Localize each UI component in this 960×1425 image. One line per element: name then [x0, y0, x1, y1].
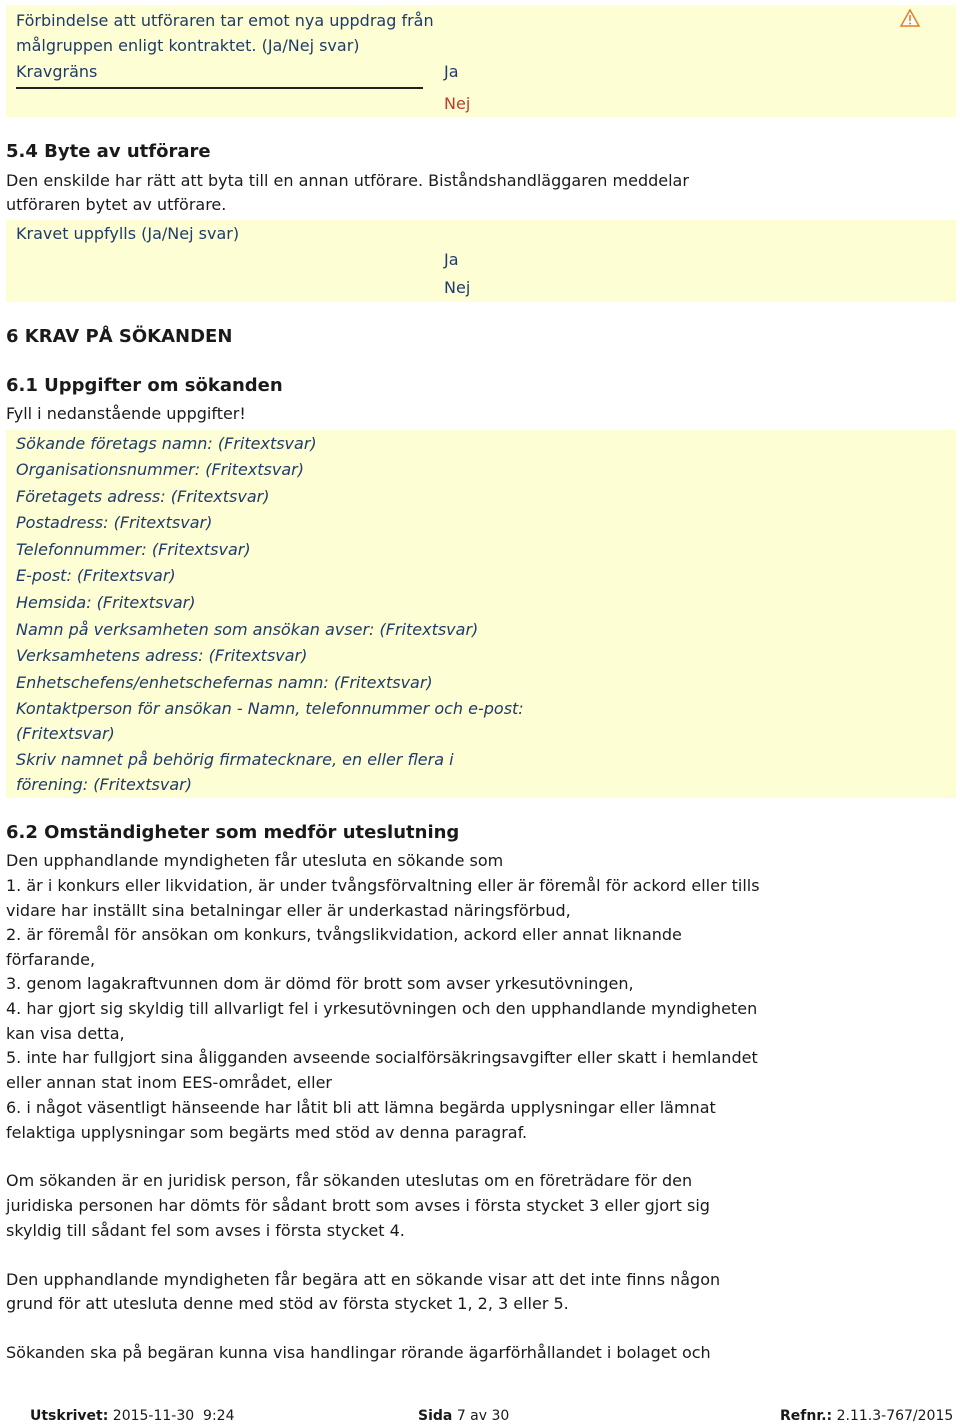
exclusion-text-line: vidare har inställt sina betalningar eller är underkastad näringsförbud,	[6, 901, 571, 920]
exclusion-text-line: kan visa detta,	[6, 1024, 125, 1043]
footer-ref-value: 2.11.3-767/2015	[836, 1408, 954, 1424]
footer-page-value: 7 av 30	[456, 1408, 510, 1424]
exclusion-text-line: 2. är föremål för ansökan om konkurs, tvångslikvidation, ackord eller annat liknande	[6, 925, 682, 944]
applicant-field[interactable]: Namn på verksamheten som ansökan avser: (Fritextsvar)	[16, 620, 479, 639]
answer-no[interactable]: Nej	[444, 94, 471, 113]
section-6-1-intro: Fyll i nedanstående uppgifter!	[6, 404, 246, 423]
section-heading-6-2: 6.2 Omständigheter som medför uteslutning	[6, 822, 460, 843]
section-heading-5-4: 5.4 Byte av utförare	[6, 141, 211, 162]
legal-person-paragraph: juridiska personen har dömts för sådant brott som avses i första stycket 3 eller gjort sig	[6, 1196, 710, 1215]
applicant-field[interactable]: Postadress: (Fritextsvar)	[16, 513, 213, 532]
exclusion-text-line: 5. inte har fullgjort sina åligganden avseende socialförsäkringsavgifter eller skatt i hemlandet	[6, 1048, 758, 1067]
evidence-paragraph: Den upphandlande myndigheten får begära att en sökande visar att det inte finns någon	[6, 1270, 721, 1289]
limit-label: Kravgräns	[16, 62, 98, 81]
requirement-answer-no[interactable]: Nej	[444, 278, 471, 297]
exclusion-text-line: felaktiga upplysningar som begärts med stöd av denna paragraf.	[6, 1123, 528, 1142]
exclusion-text-line: 3. genom lagakraftvunnen dom är dömd för brott som avser yrkesutövningen,	[6, 974, 634, 993]
applicant-field[interactable]: Enhetschefens/enhetschefernas namn: (Fritextsvar)	[16, 673, 433, 692]
evidence-paragraph: grund för att utesluta denne med stöd av första stycket 1, 2, 3 eller 5.	[6, 1294, 569, 1313]
applicant-field[interactable]: Företagets adress: (Fritextsvar)	[16, 487, 270, 506]
question-text-line2: målgruppen enligt kontraktet. (Ja/Nej svar)	[16, 36, 360, 55]
answer-yes[interactable]: Ja	[444, 62, 459, 81]
footer-printed	[30, 1408, 234, 1424]
ownership-paragraph: Sökanden ska på begäran kunna visa handlingar rörande ägarförhållandet i bolaget och	[6, 1343, 711, 1362]
exclusion-text-line: Den upphandlande myndigheten får utesluta en sökande som	[6, 851, 504, 870]
footer-printed-label: Utskrivet:	[30, 1408, 109, 1424]
section-heading-6: 6 KRAV PÅ SÖKANDEN	[6, 326, 233, 347]
applicant-field[interactable]: Hemsida: (Fritextsvar)	[16, 593, 196, 612]
applicant-field[interactable]: Skriv namnet på behörig firmatecknare, en eller flera i	[16, 750, 454, 769]
applicant-field[interactable]: Verksamhetens adress: (Fritextsvar)	[16, 646, 308, 665]
applicant-field[interactable]: (Fritextsvar)	[16, 724, 115, 743]
footer-ref-label: Refnr.:	[780, 1408, 833, 1424]
footer-page-label: Sida	[418, 1408, 453, 1424]
exclusion-text-line: 4. har gjort sig skyldig till allvarligt fel i yrkesutövningen och den upphandlande myndigheten	[6, 999, 758, 1018]
applicant-field[interactable]: Kontaktperson för ansökan - Namn, telefonnummer och e-post:	[16, 699, 524, 718]
exclusion-text-line: 6. i något väsentligt hänseende har låtit bli att lämna begärda upplysningar eller lämnat	[6, 1098, 716, 1117]
section-heading-6-1: 6.1 Uppgifter om sökanden	[6, 375, 283, 396]
warning-icon	[899, 8, 921, 28]
legal-person-paragraph: Om sökanden är en juridisk person, får sökanden uteslutas om en företrädare för den	[6, 1171, 693, 1190]
question-text-line1: Förbindelse att utföraren tar emot nya uppdrag från	[16, 11, 434, 30]
footer-ref	[780, 1408, 953, 1424]
exclusion-text-line: 1. är i konkurs eller likvidation, är under tvångsförvaltning eller är föremål för ackord eller tills	[6, 876, 760, 895]
legal-person-paragraph: skyldig till sådant fel som avses i första stycket 4.	[6, 1221, 405, 1240]
applicant-field[interactable]: Organisationsnummer: (Fritextsvar)	[16, 460, 304, 479]
exclusion-text-line: eller annan stat inom EES-området, eller	[6, 1073, 332, 1092]
section-5-4-text-line2: utföraren bytet av utförare.	[6, 195, 227, 214]
applicant-field[interactable]: Telefonnummer: (Fritextsvar)	[16, 540, 251, 559]
requirement-question: Kravet uppfylls (Ja/Nej svar)	[16, 224, 240, 243]
applicant-field[interactable]: E-post: (Fritextsvar)	[16, 566, 176, 585]
footer-printed-value: 2015-11-30 9:24	[112, 1408, 235, 1424]
applicant-field[interactable]: Sökande företags namn: (Fritextsvar)	[16, 434, 317, 453]
footer-page	[418, 1408, 509, 1424]
applicant-fields-box	[6, 430, 956, 798]
section-5-4-text-line1: Den enskilde har rätt att byta till en annan utförare. Biståndshandläggaren meddelar	[6, 171, 689, 190]
exclusion-text-line: förfarande,	[6, 950, 96, 969]
limit-underline	[16, 87, 423, 89]
applicant-field[interactable]: förening: (Fritextsvar)	[16, 775, 192, 794]
requirement-answer-yes[interactable]: Ja	[444, 250, 459, 269]
